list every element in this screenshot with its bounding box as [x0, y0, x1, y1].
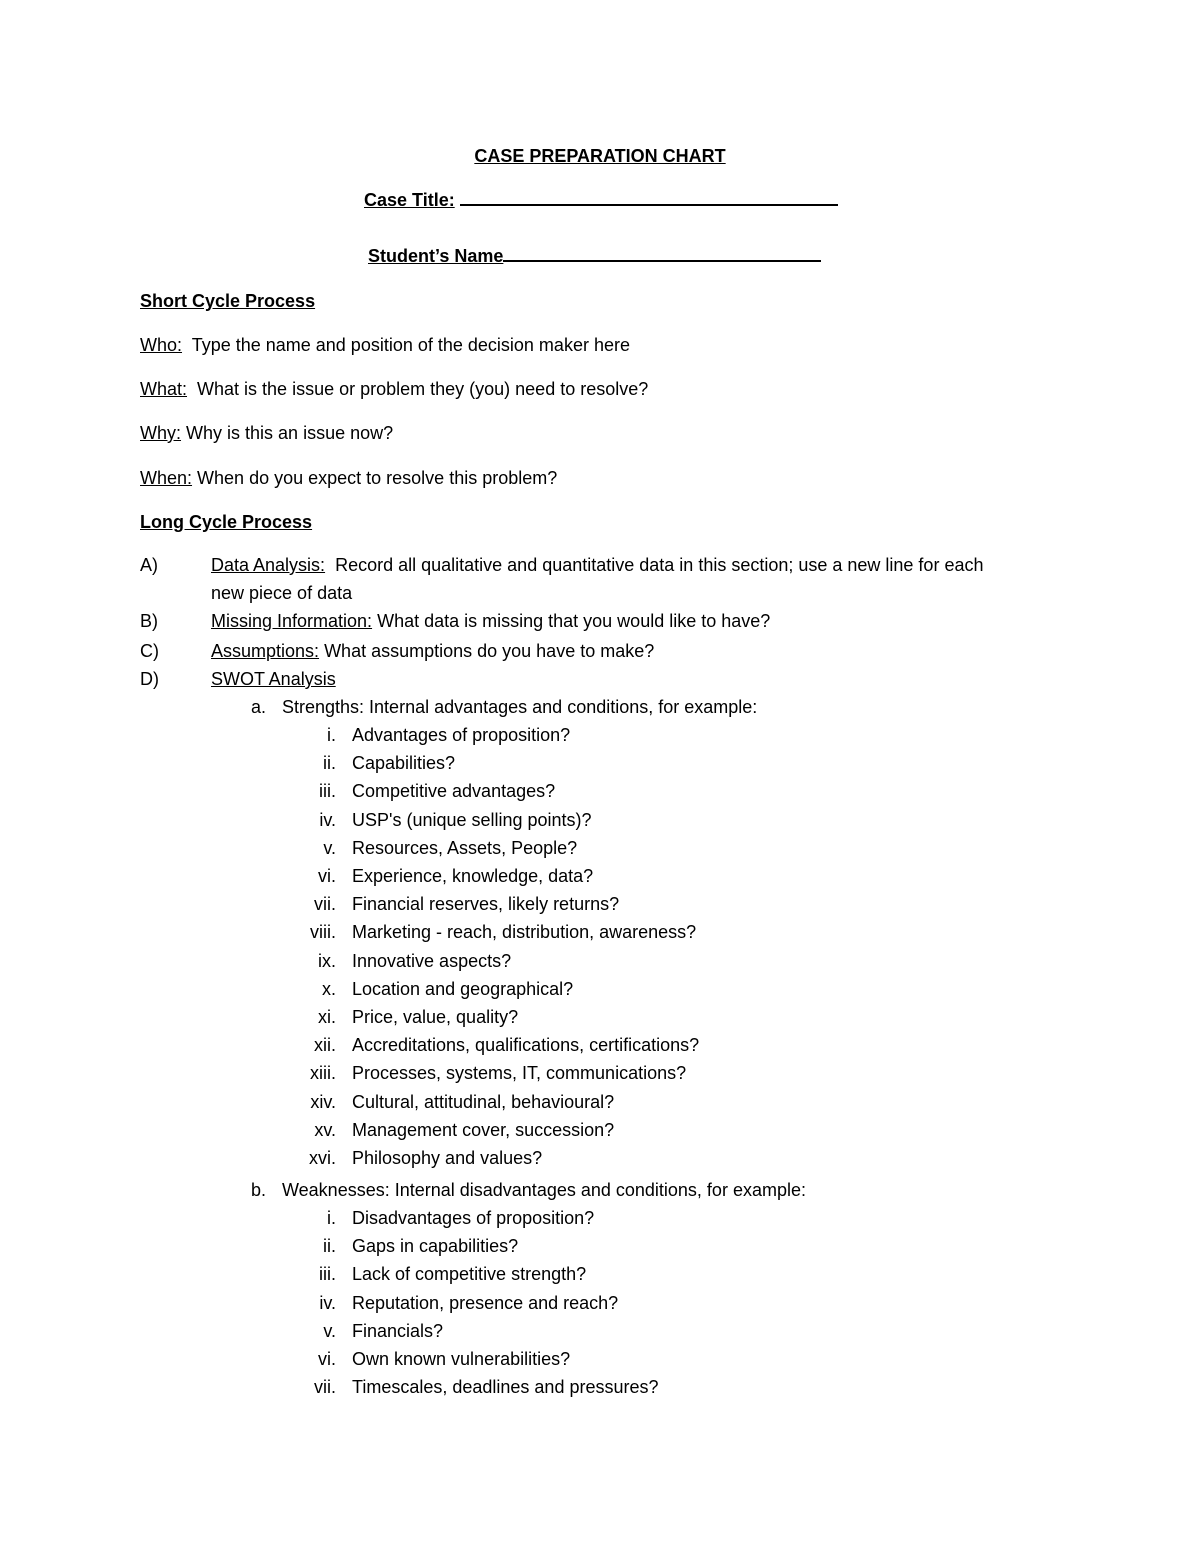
list-marker-d: D)	[140, 669, 159, 689]
list-item: Disadvantages of proposition?	[352, 1208, 595, 1228]
list-item: Financials?	[352, 1320, 444, 1341]
list-marker-c: C)	[140, 641, 159, 661]
list-marker-b: B)	[140, 611, 158, 631]
list-item: Processes, systems, IT, communications?	[352, 1063, 687, 1084]
list-item-number: xi.	[318, 1007, 336, 1027]
list-item-number: xiv.	[310, 1091, 336, 1112]
list-item: Philosophy and values?	[352, 1148, 543, 1168]
list-item: Financial reserves, likely returns?	[352, 894, 620, 915]
list-item-number: vii.	[314, 894, 336, 915]
list-item: Own known vulnerabilities?	[352, 1349, 571, 1369]
list-item: Marketing - reach, distribution, awareness?	[352, 922, 697, 943]
list-item-number: v.	[323, 837, 336, 858]
missing-info-text: What data is missing that you would like to have?	[377, 611, 771, 631]
list-item-number: xii.	[314, 1035, 336, 1056]
list-item-number: ii.	[323, 1236, 336, 1257]
list-marker-a: A)	[140, 555, 158, 575]
list-item-number: vii.	[314, 1377, 336, 1398]
data-analysis-text-cont: new piece of data	[211, 583, 353, 603]
what-text: What is the issue or problem they (you) need to resolve?	[197, 379, 649, 399]
why-text: Why is this an issue now?	[186, 423, 394, 443]
list-item: Reputation, presence and reach?	[352, 1292, 619, 1313]
who-label: Who:	[140, 335, 183, 355]
when-row	[140, 467, 557, 489]
list-item: Management cover, succession?	[352, 1119, 615, 1140]
list-item-number: xvi.	[309, 1148, 336, 1168]
list-item: Gaps in capabilities?	[352, 1236, 519, 1257]
list-item-number: vi.	[318, 866, 336, 886]
what-row	[140, 378, 648, 400]
list-item-number: xiii.	[310, 1063, 336, 1084]
list-item: Competitive advantages?	[352, 781, 556, 802]
list-item-number: iii.	[319, 781, 336, 802]
strengths-marker: a.	[250, 697, 266, 717]
list-item-number: viii.	[310, 922, 336, 943]
case-title-blank	[460, 190, 838, 206]
when-label: When:	[140, 468, 193, 488]
list-item-number: iv.	[319, 1292, 336, 1313]
student-name-field	[368, 245, 821, 267]
list-item-number: iii.	[319, 1264, 336, 1285]
swot-label: SWOT Analysis	[211, 669, 336, 689]
list-item-number: iv.	[319, 809, 336, 830]
who-row	[140, 334, 630, 356]
why-row	[140, 422, 393, 444]
data-analysis-label: Data Analysis:	[211, 555, 326, 575]
page-title: CASE PREPARATION CHART	[474, 146, 726, 166]
list-item: Advantages of proposition?	[352, 725, 571, 745]
assumptions-text: What assumptions do you have to make?	[324, 641, 655, 661]
case-title-label: Case Title:	[364, 190, 455, 210]
list-item-number: x.	[321, 978, 336, 999]
list-item-number: xv.	[314, 1119, 336, 1140]
missing-info-label: Missing Information:	[211, 611, 373, 631]
list-item: Capabilities?	[352, 753, 456, 774]
who-text: Type the name and position of the decision maker here	[191, 335, 630, 355]
list-item: Timescales, deadlines and pressures?	[352, 1377, 659, 1398]
weaknesses-marker: b.	[250, 1180, 266, 1200]
list-item: Resources, Assets, People?	[352, 837, 578, 858]
list-item: Experience, knowledge, data?	[352, 866, 594, 886]
list-item: Location and geographical?	[352, 978, 574, 999]
list-item-number: vi.	[318, 1349, 336, 1369]
what-label: What:	[140, 379, 188, 399]
list-item: USP's (unique selling points)?	[352, 809, 592, 830]
list-item: Innovative aspects?	[352, 950, 512, 971]
data-analysis-text: Record all qualitative and quantitative data in this section; use a new line for each	[335, 555, 984, 575]
assumptions-label: Assumptions:	[211, 641, 320, 661]
assumptions-item	[211, 640, 654, 662]
why-label: Why:	[140, 423, 182, 443]
list-item-number: i.	[327, 1208, 336, 1228]
list-item: Accreditations, qualifications, certifications?	[352, 1035, 700, 1056]
student-name-label: Student’s Name	[368, 246, 504, 266]
list-item: Lack of competitive strength?	[352, 1264, 587, 1285]
list-item-number: ix.	[318, 950, 336, 971]
student-name-blank	[503, 246, 821, 262]
list-item-number: ii.	[323, 753, 336, 774]
short-cycle-heading: Short Cycle Process	[140, 291, 316, 311]
missing-info-item	[211, 610, 770, 632]
list-item-number: i.	[327, 725, 336, 745]
weaknesses-heading: Weaknesses: Internal disadvantages and conditions, for example:	[282, 1180, 806, 1200]
list-item-number: v.	[323, 1320, 336, 1341]
strengths-heading: Strengths: Internal advantages and conditions, for example:	[282, 697, 758, 717]
long-cycle-heading: Long Cycle Process	[140, 512, 313, 532]
list-item: Cultural, attitudinal, behavioural?	[352, 1091, 615, 1112]
list-item: Price, value, quality?	[352, 1007, 519, 1027]
data-analysis-item	[211, 554, 983, 576]
case-title-field	[364, 189, 838, 211]
when-text: When do you expect to resolve this problem?	[197, 468, 558, 488]
